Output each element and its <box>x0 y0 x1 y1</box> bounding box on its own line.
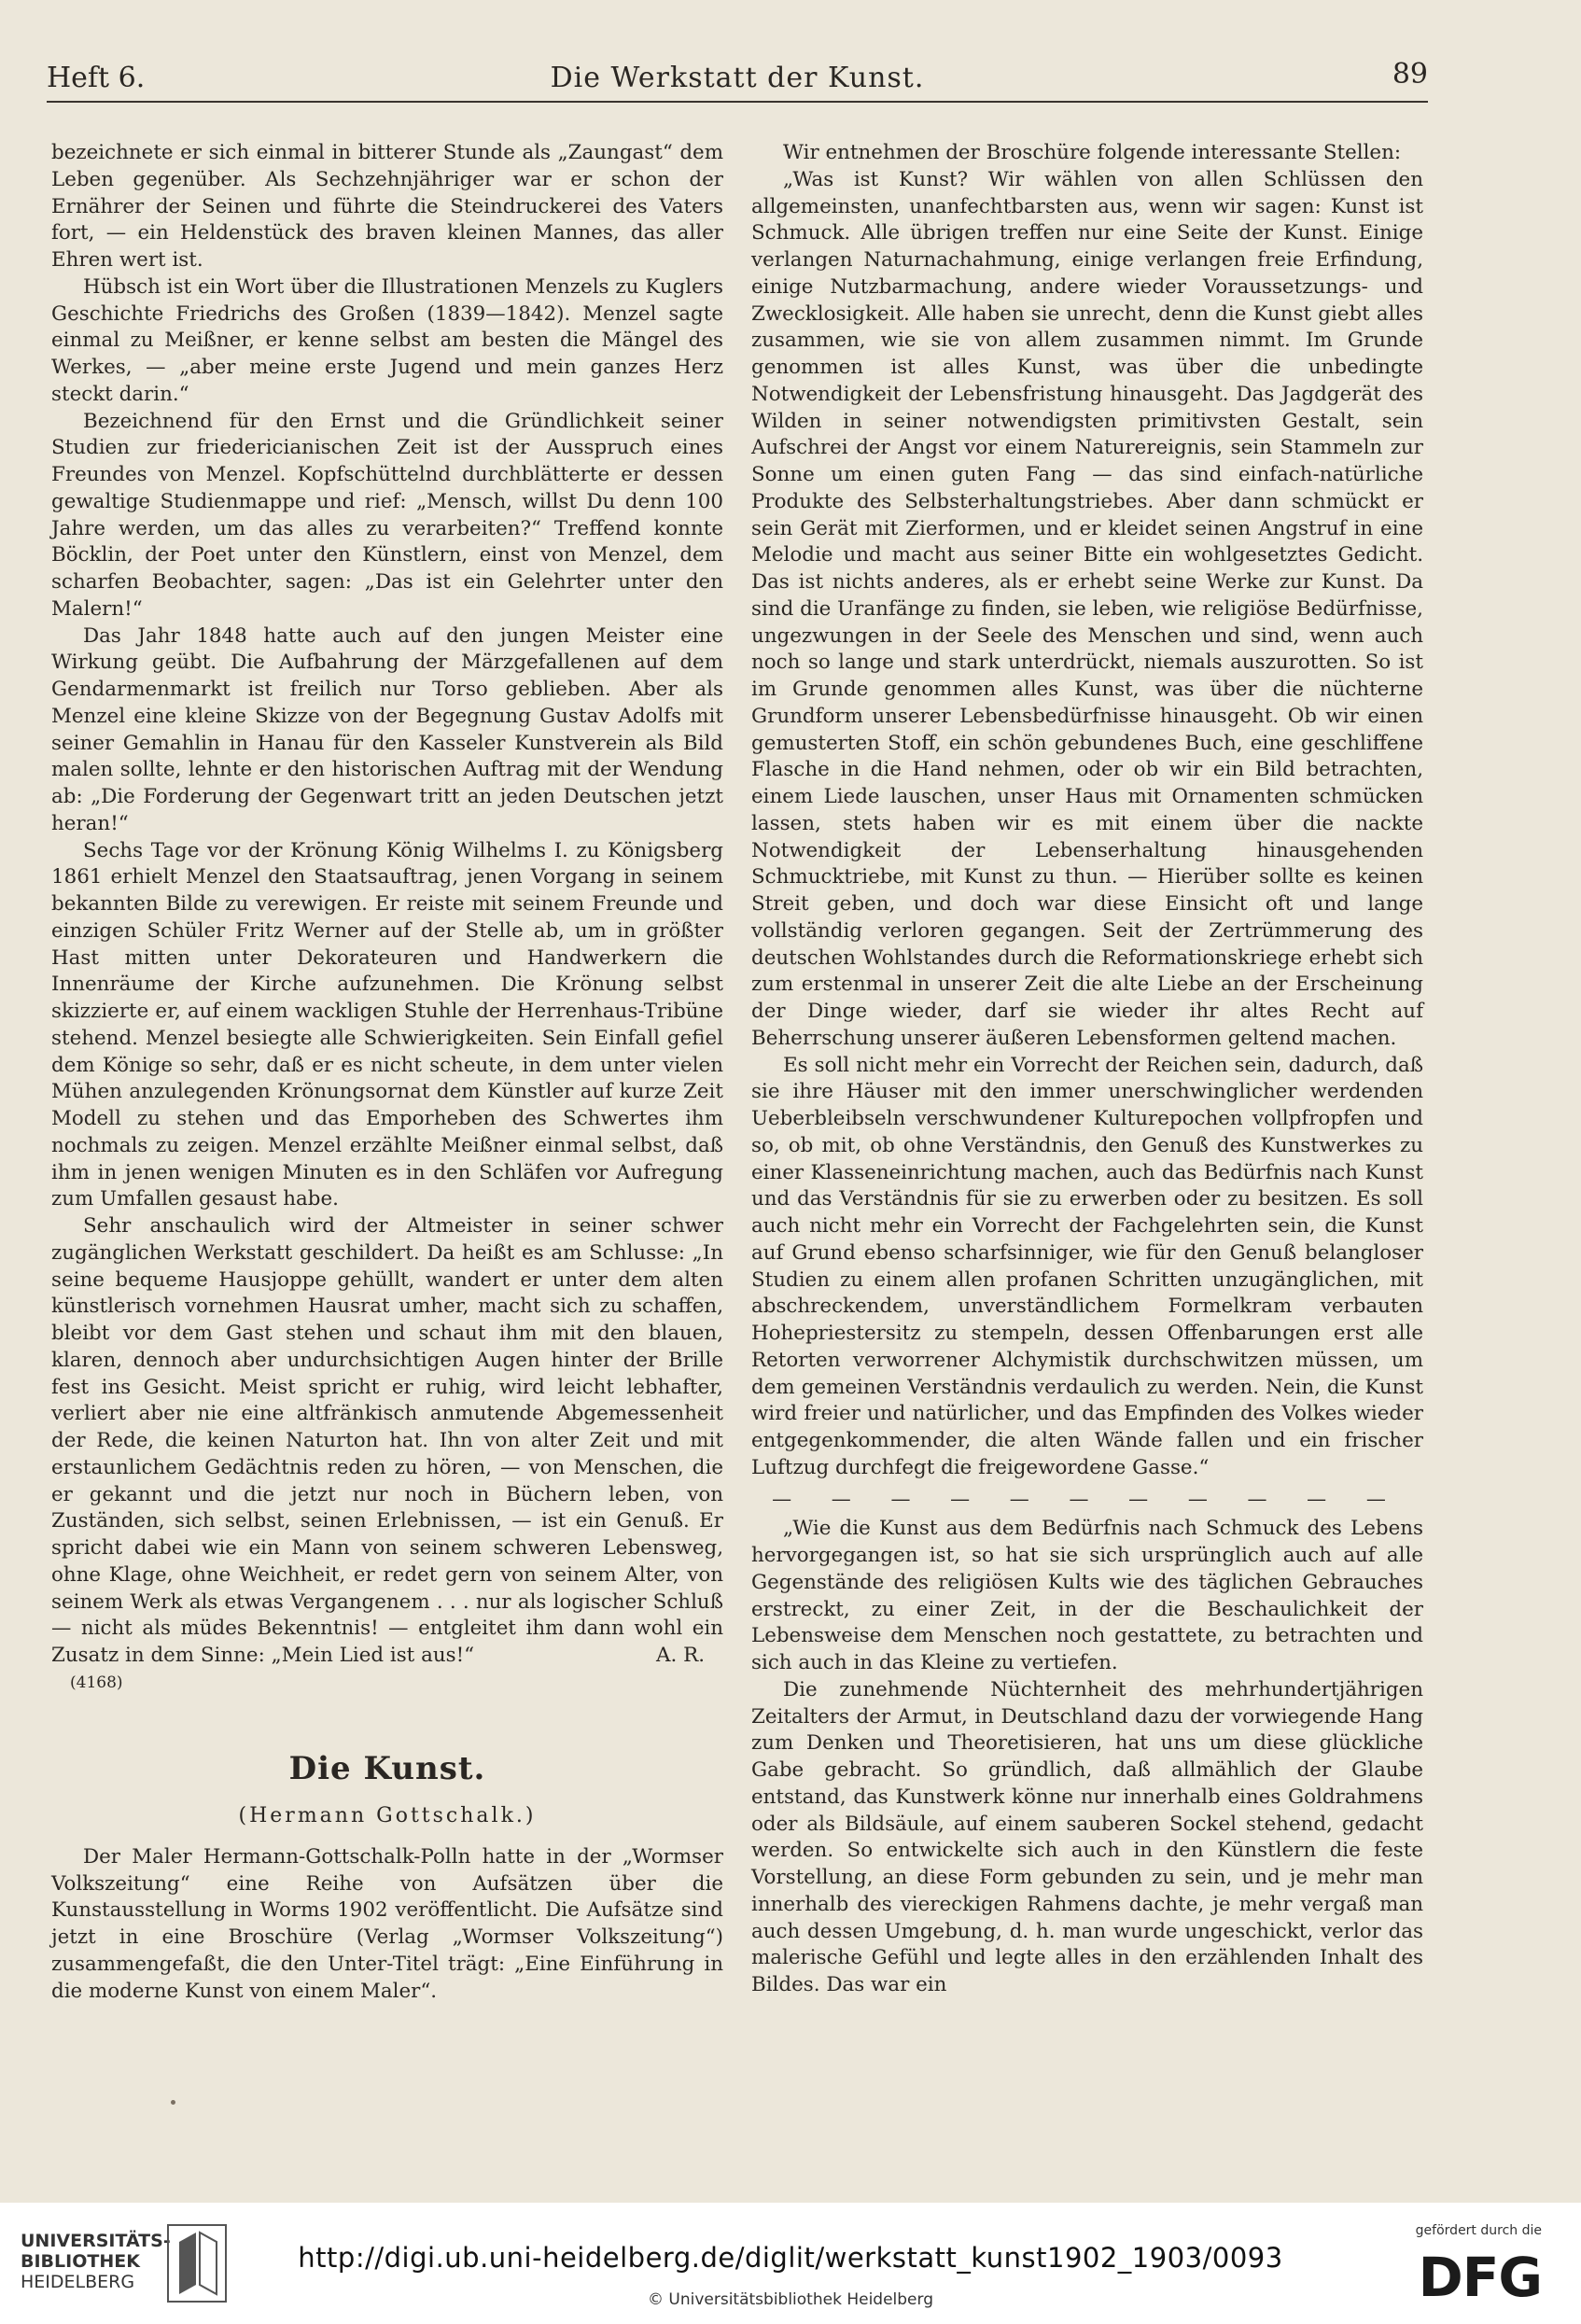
reference-number: (4168) <box>70 1673 123 1692</box>
digitization-footer <box>0 2203 1581 2324</box>
funding-label: gefördert durch die <box>1415 2223 1542 2238</box>
article-author: (Hermann Gottschalk.) <box>238 1803 537 1827</box>
library-name-line: UNIVERSITÄTS- <box>21 2231 171 2251</box>
paragraph: Wir entnehmen der Broschüre folgende interessante Stellen: <box>783 141 1402 164</box>
paragraph: Es soll nicht mehr ein Vorrecht der Reichen sein, dadurch, daß sie ihre Häuser mit den immer unerschwinglicher werdenden Ueberbleibseln verschwundener Kulturepochen vollpfropfen und so, ob mit, ob ohne Verständnis, den Genuß des Kunstwerkes zu einer Klasseneinrichtung machen, auch das Bedürfnis nach Kunst und das Verständnis für sie zu erwerben oder zu besitzen. Es soll auch nicht mehr ein Vorrecht der Fachgelehrten sein, die Kunst auf Grund ebenso scharfsinniger, wie für den Genuß belangloser Studien zu einem allen profanen Schritten unzugänglichen, mit abschreckendem, unverständlichem Formelkram verbauten Hohepriestersitz zu stempeln, dessen Offenbarungen erst alle Retorten verworrener Alchymistik durchschwitzen müssen, um dem gemeinen Verständnis verdaulich zu werden. Nein, die Kunst wird freier und natürlicher, und das Empfinden des Volkes wieder entgegenkommender, die alten Wände fallen und ein frischer Luftzug durchfegt die freigewordene Gasse.“ <box>751 1053 1423 1479</box>
section-separator: — — — — — — — — — — — <box>772 1487 1403 1510</box>
paragraph: Sehr anschaulich wird der Altmeister in seiner schwer zugänglichen Werkstatt geschildert. Da heißt es am Schlusse: „In seine bequeme Hausjoppe gehüllt, wandert er unter dem alten künstlerisch vornehmen Hausrat umher, macht sich zu schaffen, bleibt vor dem Gast stehen und schaut ihm mit den blauen, klaren, dennoch aber undurchsichtigen Augen hinter der Brille fest ins Gesicht. Meist spricht er ruhig, wird leicht lebhafter, verliert aber nie eine altfränkisch anmutende Abgemessenheit der Rede, die keinen Naturton hat. Ihn von alter Zeit und mit erstaunlichem Gedächtnis reden zu hören, — von Menschen, die er gekannt und die jetzt nur noch in Büchern leben, von Zuständen, sich selbst, seinen Erlebnissen, — ist ein Genuß. Er spricht dabei wie ein Mann von seinem schweren Lebensweg, ohne Klage, ohne Weichheit, er redet gern von seinem Alter, von seinem Werk als etwas Vergangenem . . . nur als logischer Schluß — nicht als müdes Bekenntnis! — entgleitet ihm dann wohl ein Zusatz in dem Sinne: „Mein Lied ist aus!“ <box>51 1214 723 1667</box>
page-number: 89 <box>1392 58 1428 91</box>
paragraph: Das Jahr 1848 hatte auch auf den jungen Meister eine Wirkung geübt. Die Aufbahrung der Märzgefallenen auf dem Gendarmenmarkt ist freilich nur Torso geblieben. Aber als Menzel eine kleine Skizze von der Begegnung Gustav Adolfs mit seiner Gemahlin in Hanau für den Kasseler Kunstverein als Bild malen sollte, lehnte er den historischen Auftrag mit der Wendung ab: „Die Forderung der Gegenwart tritt an jeden Deutschen jetzt heran!“ <box>51 623 723 835</box>
paragraph: Der Maler Hermann-Gottschalk-Polln hatte in der „Wormser Volkszeitung“ eine Reihe von Aufsätzen über die Kunstausstellung in Worms 1902 veröffentlicht. Die Aufsätze sind jetzt in eine Broschüre (Verlag „Wormser Volkszeitung“) zusammengefaßt, die den Unter-Titel trägt: „Eine Einführung in die moderne Kunst von einem Maler“. <box>51 1844 723 2003</box>
issue-label: Heft 6. <box>47 62 146 94</box>
journal-title: Die Werkstatt der Kunst. <box>550 62 925 94</box>
dfg-logo: DFG <box>1418 2246 1542 2309</box>
paragraph: Die zunehmende Nüchternheit des mehrhundertjährigen Zeitalters der Armut, in Deutschland dazu der vorwiegende Hang zum Denken und Theoretisieren, hat uns um diese glückliche Gabe gebracht. So gründlich, daß allmählich der Glaube entstand, das Kunstwerk könne nur innerhalb eines Goldrahmens oder als Bildsäule, auf einem sauberen Sockel stehend, gedacht werden. So entwickelte sich auch in den Künstlern die feste Vorstellung, an diese Form gebunden zu sein, und je mehr man innerhalb des viereckigen Rahmens dachte, je mehr vergaß man auch dessen Umgebung, d. h. man wurde ungeschickt, verlor das malerische Gefühl und legte alles in den erzählenden Inhalt des Bildes. Das war ein <box>751 1677 1423 1996</box>
paragraph: bezeichnete er sich einmal in bitterer Stunde als „Zaungast“ dem Leben gegenüber. Als Sechzehnjähriger war er schon der Ernährer der Seinen und führte die Steindruckerei des Vaters fort, — ein Heldenstück des braven kleinen Mannes, das aller Ehren wert ist. <box>51 141 723 272</box>
copyright-notice: © Universitätsbibliothek Heidelberg <box>647 2290 933 2309</box>
left-column <box>51 140 723 2005</box>
library-name-line: BIBLIOTHEK <box>21 2251 140 2272</box>
author-signature: A. R. <box>656 1644 705 1667</box>
article-title: Die Kunst. <box>288 1749 486 1787</box>
permalink-url[interactable]: http://digi.ub.uni-heidelberg.de/diglit/werkstatt_kunst1902_1903/0093 <box>298 2242 1283 2274</box>
right-column <box>751 140 1423 1999</box>
paragraph: Sechs Tage vor der Krönung König Wilhelms I. zu Königsberg 1861 erhielt Menzel den Staatsauftrag, jenen Vorgang in seinem bekannten Bilde zu verewigen. Er reiste mit seinem Freunde und einzigen Schüler Fritz Werner auf der Stelle ab, um in größter Hast mitten unter Dekorateuren und Handwerkern die Innenräume der Kirche aufzunehmen. Die Krönung selbst skizzierte er, auf einem wackligen Stuhle der Herrenhaus-Tribüne stehend. Menzel besiegte alle Schwierigkeiten. Sein Einfall gefiel dem Könige so sehr, daß er es nicht scheute, in dem unter vielen Mühen anzulegenden Krönungsornat dem Künstler auf kurze Zeit Modell zu stehen und das Emporheben des Schwertes ihm nochmals zu zeigen. Menzel erzählte Meißner einmal selbst, daß ihm in jenen wenigen Minuten es in den Schläfen vor Aufregung zum Umfallen gesaust habe. <box>51 838 723 1211</box>
paragraph: Bezeichnend für den Ernst und die Gründlichkeit seiner Studien zur friedericianischen Zeit ist der Ausspruch eines Freundes von Menzel. Kopfschüttelnd durchblätterte er dessen gewaltige Studienmappe und rief: „Mensch, willst Du denn 100 Jahre werden, um das alles zu verarbeiten?“ Treffend konnte Böcklin, der Poet unter den Künstlern, einst von Menzel, dem scharfen Beobachter, sagen: „Das ist ein Gelehrter unter den Malern!“ <box>51 409 723 621</box>
running-head <box>47 56 1428 103</box>
paragraph: „Was ist Kunst? Wir wählen von allen Schlüssen den allgemeinsten, unanfechtbarsten aus, wenn wir sagen: Kunst ist Schmuck. Alle übrigen treffen nur eine Seite der Kunst. Einige verlangen Naturnachahmung, einige verlangen freie Erfindung, einige Nutzbarmachung, andere wieder Voraussetzungs- und Zwecklosigkeit. Alle haben sie unrecht, denn die Kunst giebt alles zusammen, wie sie von allem zusammen nimmt. Im Grunde genommen ist alles Kunst, was über die unbedingte Notwendigkeit der Lebensfristung hinausgeht. Das Jagdgerät des Wilden in seiner notwendigsten primitivsten Gestalt, sein Aufschrei der Angst vor einem Naturereignis, sein Stammeln zur Sonne um einen guten Fang — das sind einfach-natürliche Produkte des Selbsterhaltungstriebes. Aber dann schmückt er sein Gerät mit Zierformen, und er kleidet seinen Angstruf in eine Melodie und macht aus seiner Bitte ein wohlgesetztes Gedicht. Das ist nichts anderes, als er erhebt seine Werke zur Kunst. Da sind die Uranfänge zu finden, sie leben, wie religiöse Bedürfnisse, ungezwungen in der Seele des Menschen und sind, wenn auch noch so lange und stark unterdrückt, niemals auszurotten. So ist im Grunde genommen alles Kunst, was über die nüchterne Grundform unserer Lebensbedürfnisse hinausgeht. Ob wir einen gemusterten Stoff, ein schön gebundenes Buch, eine geschliffene Flasche in die Hand nehmen, oder ob wir ein Bild betrachten, einem Liede lauschen, unser Haus mit Ornamenten schmücken lassen, stets haben wir es mit einem über die nackte Notwendigkeit der Lebenserhaltung hinausgehenden Schmucktriebe, mit Kunst zu thun. — Hierüber sollte es keinen Streit geben, und doch war diese Einsicht oft und lange vollständig verloren gegangen. Seit der Zertrümmerung des deutschen Wohlstandes durch die Reformationskriege erhebt sich zum erstenmal in unserer Zeit die alte Liebe an der Erscheinung der Dinge wieder, darf sie wieder ihr altes Recht auf Beherrschung unserer äußeren Lebensformen geltend machen. <box>751 167 1423 1050</box>
print-speck <box>171 2100 175 2105</box>
paragraph: Hübsch ist ein Wort über die Illustrationen Menzels zu Kuglers Geschichte Friedrichs des Großen (1839—1842). Menzel sagte einmal zu Meißner, er kenne selbst am besten die Mängel des Werkes, — „aber meine erste Jugend und mein ganzes Herz steckt darin.“ <box>51 274 723 406</box>
paragraph: „Wie die Kunst aus dem Bedürfnis nach Schmuck des Lebens hervorgegangen ist, so hat sie sich ursprünglich auch auf alle Gegenstände des religiösen Kults wie des täglichen Gebrauches erstreckt, zu einer Zeit, in der die Beschaulichkeit der Lebensweise dem Menschen noch gestattete, zu betrachten und sich auch in das Kleine zu vertiefen. <box>751 1517 1423 1674</box>
library-name-line: HEIDELBERG <box>21 2272 135 2292</box>
